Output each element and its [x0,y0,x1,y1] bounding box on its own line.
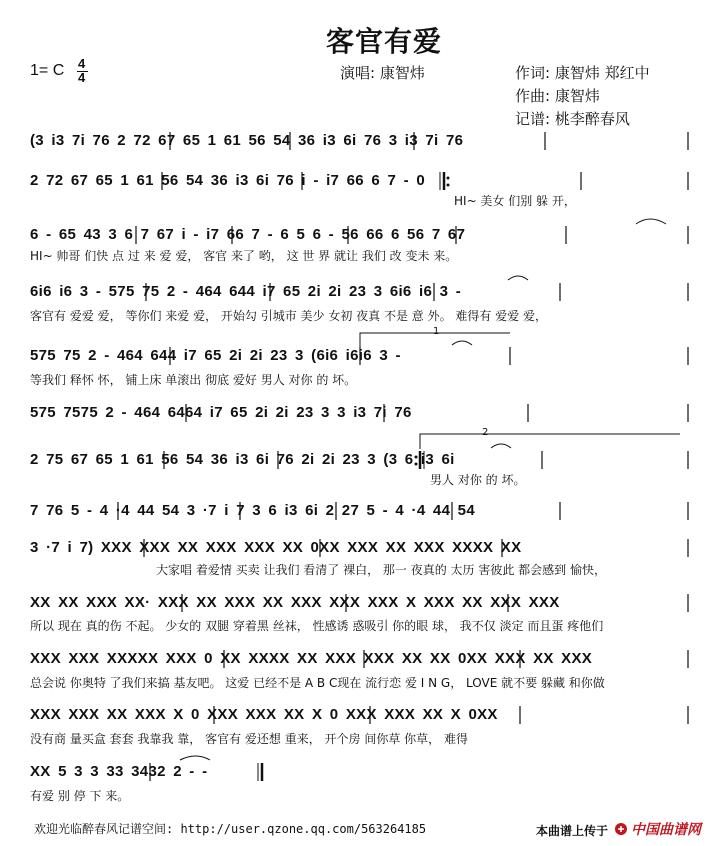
song-title: 客官有爱 [326,25,443,58]
score-notes-row-7: 2 75 67 65 1 61 56 54 36 i3 6i 76 2i 2i 23 3 (3 6 i3 6i [30,451,455,468]
lyrics-row-7: 男人 对你 的 坏。 [430,473,526,487]
site-logo-text: 中国曲谱网 [631,822,701,838]
score-notes-row-9: 3 ·7 i 7) XXX XXX XX XXX XXX XX 0XX XXX XX XXX XXXX XX [30,539,522,556]
score-notes-row-8: 7 76 5 - 4 ·4 44 54 3 ·7 i 7 3 6 i3 6i 2 27 5 - 4 ·4 44 54 [30,502,475,519]
time-signature-top: 4 [78,56,86,71]
site-logo-icon [614,822,628,836]
welcome-footer: 欢迎光临醉春风记谱空间: http://user.qzone.qq.com/563264185 [34,822,427,836]
score-notes-row-5: 575 75 2 - 464 644 i7 65 2i 2i 23 3 (6i6 i6i6 3 - [30,347,401,364]
lyrics-row-3: HI~ 帅哥 们快 点 过 来 爱 爱， 客官 来了 哟， 这 世 界 就让 我们 改 变未 来。 [30,249,458,263]
lyrics-row-2: HI~ 美女 们别 躲 开， [454,194,576,208]
upload-note: 本曲谱上传于 [536,824,609,838]
score-notes-row-13: XX 5 3 3 33 3432 2 - - [30,763,208,780]
site-logo [614,819,701,839]
lyrics-row-9: 大家唱 着爱情 买卖 让我们 看清了 裸白， 那一 夜真的 太历 害彼此 都会感到 愉快， [156,563,606,577]
lyrics-row-12: 没有商 量买盒 套套 我靠我 靠， 客官有 爱还想 重来， 开个房 间你草 你草， 难得 [30,732,468,746]
score-notes-row-6: 575 7575 2 - 464 6464 i7 65 2i 2i 23 3 3 i3 7i 76 [30,404,412,421]
lyrics-row-5: 等我们 释怀 怀， 铺上床 单滚出 彻底 爱好 男人 对你 的 坏。 [30,373,357,387]
volta-ending-1-label: 1 [433,326,440,337]
score-notes-row-3: 6 - 65 43 3 6 7 67 i - i7 66 7 - 6 5 6 - 56 66 6 56 7 67 [30,226,466,243]
lyrics-row-4: 客官有 爱爱 爱， 等你们 来爱 爱， 开始勾 引城市 美少 女初 夜真 不是 意 外。 难得有 爱爱 爱， [30,309,548,323]
score-notes-row-10: XX XX XXX XX· XXX XX XXX XX XXX XXX XXX X XXX XX XXX XXX [30,594,560,611]
composer-credit: 作曲: 康智炜 [515,87,600,105]
lyricist-credit: 作词: 康智炜 郑红中 [515,64,650,82]
score-notes-row-1: (3 i3 7i 76 2 72 67 65 1 61 56 54 36 i3 6i 76 3 i3 7i 76 [30,132,464,149]
singer-credit: 演唱: 康智炜 [340,64,425,82]
score-notes-row-2: 2 72 67 65 1 61 56 54 36 i3 6i 76 i - i7 66 6 7 - 0 [30,172,426,189]
transcriber-credit: 记谱: 桃李醉春风 [515,110,630,128]
score-notes-row-4: 6i6 i6 3 - 575 75 2 - 464 644 i7 65 2i 2i 23 3 6i6 i6 3 - [30,283,462,300]
lyrics-row-13: 有爱 别 停 下 来。 [30,789,130,803]
time-signature-bottom: 4 [78,70,86,85]
key-signature: 1= C [30,62,65,79]
score-notes-row-12: XXX XXX XX XXX X 0 XXX XXX XX X 0 XXX XXX XX X 0XX [30,706,498,723]
volta-ending-2-label: 2 [482,427,489,438]
score-notes-row-11: XXX XXX XXXXX XXX 0 XX XXXX XX XXX XXX XX XX 0XX XXX XX XXX [30,650,593,667]
lyrics-row-11: 总会说 你奥特 了我们来搞 基友吧。 这爱 已经不是 A B C现在 流行恋 爱 I N G， LOVE 就不要 躲藏 和你做 [30,676,605,690]
lyrics-row-10: 所以 现在 真的伤 不起。 少女的 双腿 穿着黑 丝袜， 性感诱 惑吸引 你的眼 球， 我不仅 淡定 而且蛋 疼他们 [30,619,604,633]
